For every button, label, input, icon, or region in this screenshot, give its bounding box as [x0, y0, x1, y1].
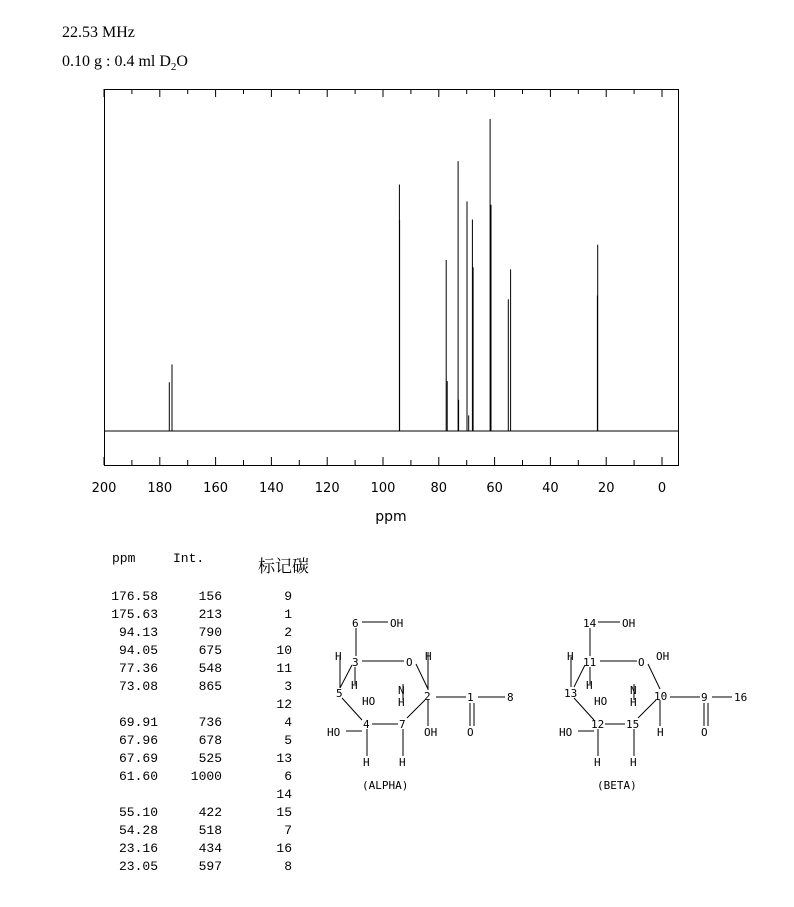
cell-carbon: 16 — [276, 841, 292, 856]
alpha-h-left: H — [335, 650, 342, 663]
cell-int: 434 — [198, 841, 222, 856]
beta-h-n: H — [630, 696, 637, 709]
sample-prefix: 0.10 g : 0.4 ml D — [62, 53, 171, 70]
beta-ho: HO — [594, 695, 608, 708]
alpha-h5: H — [351, 679, 358, 692]
alpha-h-top: H — [425, 650, 432, 663]
beta-c13: 13 — [564, 687, 578, 700]
alpha-c2: 2 — [424, 690, 431, 703]
cell-carbon: 3 — [284, 679, 292, 694]
cell-ppm: 67.96 — [118, 733, 158, 748]
cell-carbon: 15 — [276, 805, 292, 820]
cell-ppm: 69.91 — [118, 715, 158, 730]
tick-label-60: 60 — [486, 481, 503, 496]
tick-label-100: 100 — [370, 481, 396, 496]
sample-suffix: O — [176, 53, 188, 70]
cell-ppm: 175.63 — [111, 607, 158, 622]
alpha-n: N — [398, 684, 405, 697]
cell-carbon: 13 — [276, 751, 292, 766]
tick-label-200: 200 — [91, 481, 117, 496]
beta-h-left: H — [567, 650, 574, 663]
cell-carbon: 7 — [284, 823, 292, 838]
cell-ppm: 77.36 — [118, 661, 158, 676]
cell-int: 675 — [198, 643, 222, 658]
beta-o-ring: O — [638, 656, 645, 669]
tick-label-40: 40 — [542, 481, 559, 496]
cell-carbon: 14 — [276, 787, 292, 802]
beta-c11: 11 — [583, 656, 597, 669]
cell-int: 518 — [198, 823, 222, 838]
cell-int: 525 — [198, 751, 222, 766]
x-axis-label: ppm — [375, 509, 407, 525]
cell-ppm: 94.05 — [118, 643, 158, 658]
cell-carbon: 8 — [284, 859, 292, 874]
cell-int: 156 — [198, 589, 222, 604]
beta-h-b1: H — [594, 756, 601, 769]
alpha-c8: 8 — [507, 691, 514, 704]
tick-label-20: 20 — [597, 481, 615, 496]
alpha-c3: 3 — [352, 656, 359, 669]
cell-ppm: 73.08 — [118, 679, 158, 694]
beta-structure — [571, 622, 732, 756]
tick-label-140: 140 — [258, 481, 284, 496]
tick-label-160: 160 — [203, 481, 229, 496]
beta-c15: 15 — [626, 718, 640, 731]
spectrometer-frequency: 22.53 MHz — [62, 24, 135, 41]
alpha-o-dbl: O — [467, 726, 474, 739]
beta-o-dbl: O — [701, 726, 708, 739]
cell-int: 422 — [198, 805, 222, 820]
tick-label-0: 0 — [657, 481, 667, 496]
alpha-h-n: H — [398, 696, 405, 709]
alpha-c1: 1 — [467, 691, 474, 704]
alpha-c5: 5 — [336, 687, 343, 700]
cell-carbon: 10 — [276, 643, 292, 658]
header-carbon: 标记碳 — [258, 557, 309, 577]
cell-ppm: 67.69 — [118, 751, 158, 766]
cell-ppm: 23.05 — [118, 859, 158, 874]
cell-carbon: 1 — [284, 607, 292, 622]
alpha-ho: HO — [362, 695, 376, 708]
tick-label-80: 80 — [430, 481, 448, 496]
alpha-structure — [340, 622, 505, 756]
beta-n: N — [630, 684, 637, 697]
cell-carbon: 12 — [276, 697, 292, 712]
cell-ppm: 176.58 — [111, 589, 158, 604]
sample-subscript: 2 — [170, 61, 177, 74]
beta-h13: H — [586, 679, 593, 692]
cell-carbon: 6 — [284, 769, 292, 784]
cell-carbon: 4 — [284, 715, 292, 730]
cell-ppm: 61.60 — [118, 769, 158, 784]
alpha-caption: (ALPHA) — [362, 779, 409, 792]
cell-int: 790 — [198, 625, 222, 640]
cell-ppm: 23.16 — [118, 841, 158, 856]
beta-oh14: OH — [622, 617, 636, 630]
beta-c12: 12 — [591, 718, 605, 731]
beta-h10: H — [657, 726, 664, 739]
beta-labels — [559, 617, 747, 792]
beta-c16: 16 — [734, 691, 748, 704]
cell-int: 736 — [198, 715, 222, 730]
cell-int: 678 — [198, 733, 222, 748]
alpha-oh2: OH — [424, 726, 438, 739]
beta-oh-top: OH — [656, 650, 670, 663]
header-ppm: ppm — [112, 551, 136, 566]
cell-int: 597 — [198, 859, 222, 874]
alpha-h-b2: H — [399, 756, 406, 769]
alpha-o-ring: O — [406, 656, 413, 669]
cell-int: 548 — [198, 661, 222, 676]
beta-caption: (BETA) — [597, 779, 637, 792]
alpha-oh6: OH — [390, 617, 404, 630]
header-intensity: Int. — [173, 551, 205, 566]
cell-int: 1000 — [190, 769, 222, 784]
beta-h-b2: H — [630, 756, 637, 769]
cell-ppm: 94.13 — [118, 625, 158, 640]
cell-ppm: 54.28 — [118, 823, 158, 838]
alpha-ho-left: HO — [327, 726, 341, 739]
beta-c10: 10 — [654, 690, 668, 703]
cell-carbon: 2 — [284, 625, 292, 640]
beta-c14: 14 — [583, 617, 597, 630]
tick-label-120: 120 — [314, 481, 340, 496]
cell-carbon: 5 — [284, 733, 292, 748]
tick-label-180: 180 — [147, 481, 173, 496]
beta-ho-left: HO — [559, 726, 573, 739]
alpha-h-b1: H — [363, 756, 370, 769]
cell-carbon: 9 — [284, 589, 292, 604]
cell-carbon: 11 — [276, 661, 292, 676]
alpha-c6: 6 — [352, 617, 359, 630]
cell-int: 865 — [198, 679, 222, 694]
beta-c9: 9 — [701, 691, 708, 704]
cell-ppm: 55.10 — [118, 805, 158, 820]
alpha-c4: 4 — [363, 718, 370, 731]
alpha-c7: 7 — [399, 718, 406, 731]
cell-int: 213 — [198, 607, 222, 622]
